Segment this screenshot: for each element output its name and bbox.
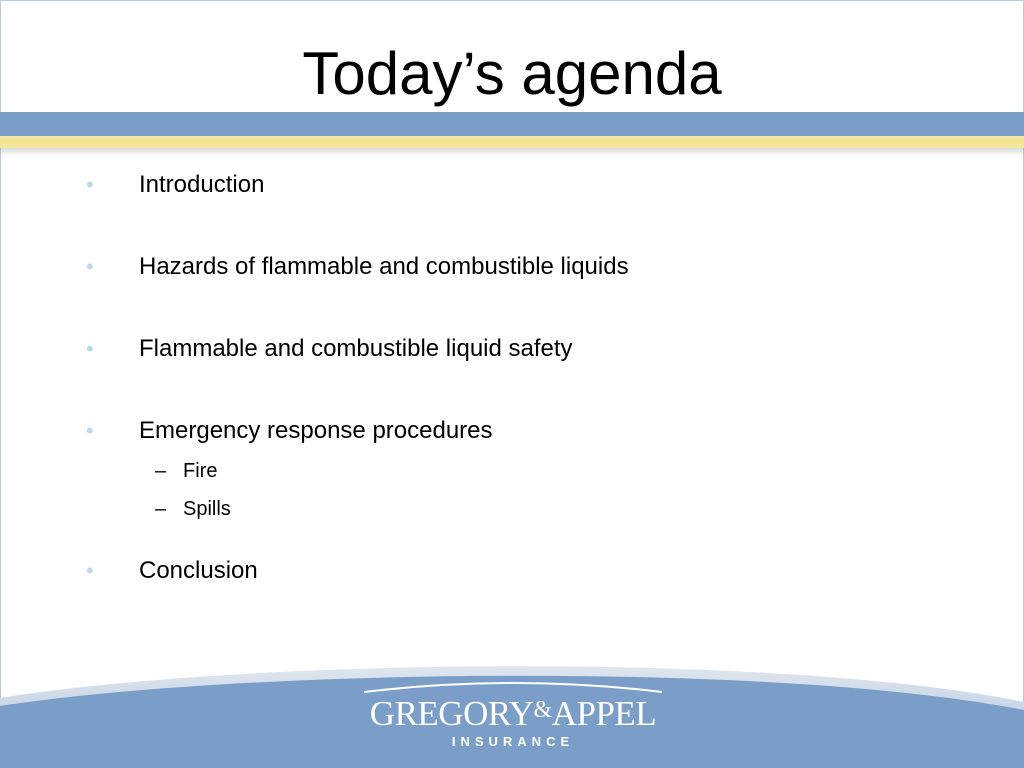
logo-name-right: APPEL xyxy=(551,694,657,733)
logo-ampersand: & xyxy=(533,697,552,723)
agenda-item-emergency-response xyxy=(86,416,966,528)
agenda-item-label: Emergency response procedures xyxy=(139,417,493,444)
agenda-subitem-fire xyxy=(139,452,966,490)
logo-subtitle: INSURANCE xyxy=(451,734,575,749)
header-gold-band xyxy=(0,136,1024,148)
agenda-subitem-label: Fire xyxy=(183,460,218,482)
header-blue-band xyxy=(0,112,1024,136)
agenda-item-label: Flammable and combustible liquid safety xyxy=(139,335,573,362)
dash-icon: – xyxy=(155,460,167,482)
logo-name-left: GREGORY xyxy=(369,694,534,733)
agenda-list xyxy=(86,170,966,638)
slide-title: Today’s agenda xyxy=(302,40,722,107)
bullet-icon: • xyxy=(86,172,94,197)
bullet-icon: • xyxy=(86,558,94,583)
agenda-sublist xyxy=(139,452,966,528)
agenda-item-label: Introduction xyxy=(139,171,265,198)
agenda-subitem-label: Spills xyxy=(183,498,231,520)
header-band-shadow xyxy=(0,148,1024,156)
agenda-subitem-spills xyxy=(139,490,966,528)
agenda-item-introduction xyxy=(86,170,966,200)
dash-icon: – xyxy=(155,498,167,520)
logo-wordmark xyxy=(362,690,664,734)
bullet-icon: • xyxy=(86,254,94,279)
agenda-item-liquid-safety xyxy=(86,334,966,364)
bullet-icon: • xyxy=(86,336,94,361)
agenda-item-hazards xyxy=(86,252,966,282)
company-logo xyxy=(362,686,664,756)
agenda-item-label: Hazards of flammable and combustible liquids xyxy=(139,253,629,280)
agenda-item-label: Conclusion xyxy=(139,557,258,584)
agenda-item-conclusion xyxy=(86,556,966,586)
bullet-icon: • xyxy=(86,418,94,443)
